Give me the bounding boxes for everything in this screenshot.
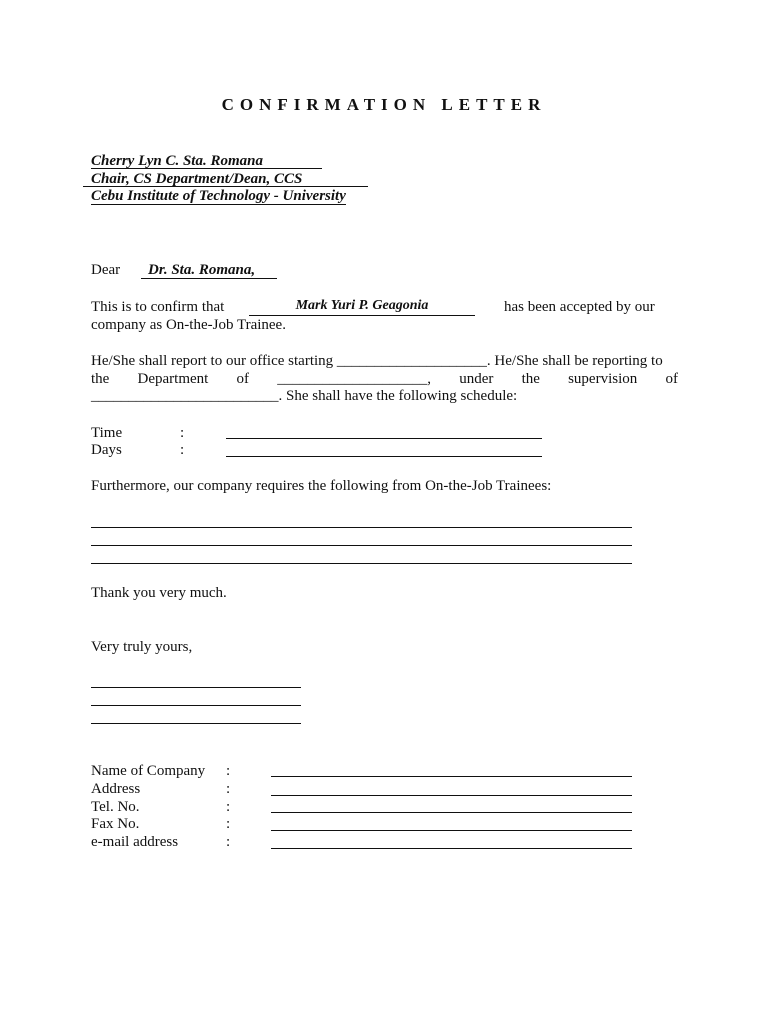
schedule-time-field[interactable]: [226, 438, 542, 439]
company-field-label: Fax No.: [91, 816, 140, 832]
company-field-label: Address: [91, 781, 141, 797]
report-word: supervision: [568, 371, 638, 387]
requirements-text: Furthermore, our company requires the following from On-the-Job Trainees:: [91, 478, 552, 494]
signature-line[interactable]: [91, 687, 301, 688]
recipient-school: Cebu Institute of Technology - University: [91, 188, 346, 204]
recipient-position-underline: [83, 186, 368, 187]
report-word: the: [91, 371, 110, 387]
report-word: of: [665, 371, 678, 387]
report-line3: _________________________. She shall have the following schedule:: [91, 388, 518, 404]
confirm-line2: company as On-the-Job Trainee.: [91, 317, 286, 333]
recipient-name: Cherry Lyn C. Sta. Romana: [91, 153, 263, 169]
report-word: Department: [137, 371, 209, 387]
company-field-colon: :: [226, 781, 231, 797]
confirm-lead: This is to confirm that: [91, 299, 225, 315]
requirement-line[interactable]: [91, 563, 632, 564]
company-field-colon: :: [226, 763, 231, 779]
schedule-label-days: Days: [91, 442, 122, 458]
signature-line[interactable]: [91, 705, 301, 706]
report-word: of: [236, 371, 250, 387]
confirm-tail: has been accepted by our: [504, 299, 655, 315]
report-line1: He/She shall report to our office starting ____________________. He/She shall be reporting to: [91, 353, 663, 369]
schedule-colon: :: [180, 425, 185, 441]
student-name: Mark Yuri P. Geagonia: [295, 298, 429, 313]
company-field-colon: :: [226, 816, 231, 832]
signature-line[interactable]: [91, 723, 301, 724]
schedule-label-time: Time: [91, 425, 123, 441]
email-field[interactable]: [271, 848, 632, 849]
company-name-field[interactable]: [271, 776, 632, 777]
page-title: CONFIRMATION LETTER: [221, 95, 547, 114]
salutation-underline: [141, 278, 277, 279]
report-word: the: [521, 371, 540, 387]
fax-field[interactable]: [271, 830, 632, 831]
company-field-colon: :: [226, 799, 231, 815]
tel-field[interactable]: [271, 812, 632, 813]
schedule-colon: :: [180, 442, 185, 458]
report-line2: [91, 370, 678, 388]
company-field-colon: :: [226, 834, 231, 850]
report-word: under: [459, 371, 494, 387]
company-field-label: e-mail address: [91, 834, 179, 850]
closing-text: Very truly yours,: [91, 639, 193, 655]
address-field[interactable]: [271, 795, 632, 796]
report-word: ____________________,: [277, 371, 431, 387]
requirement-line[interactable]: [91, 527, 632, 528]
salutation-name: Dr. Sta. Romana,: [148, 262, 256, 278]
company-field-label: Tel. No.: [91, 799, 140, 815]
salutation-label: Dear: [91, 262, 121, 278]
recipient-position: Chair, CS Department/Dean, CCS: [91, 171, 303, 187]
schedule-days-field[interactable]: [226, 456, 542, 457]
company-field-label: Name of Company: [91, 763, 206, 779]
requirement-line[interactable]: [91, 545, 632, 546]
recipient-name-underline: [91, 168, 322, 169]
thanks-text: Thank you very much.: [91, 585, 227, 601]
